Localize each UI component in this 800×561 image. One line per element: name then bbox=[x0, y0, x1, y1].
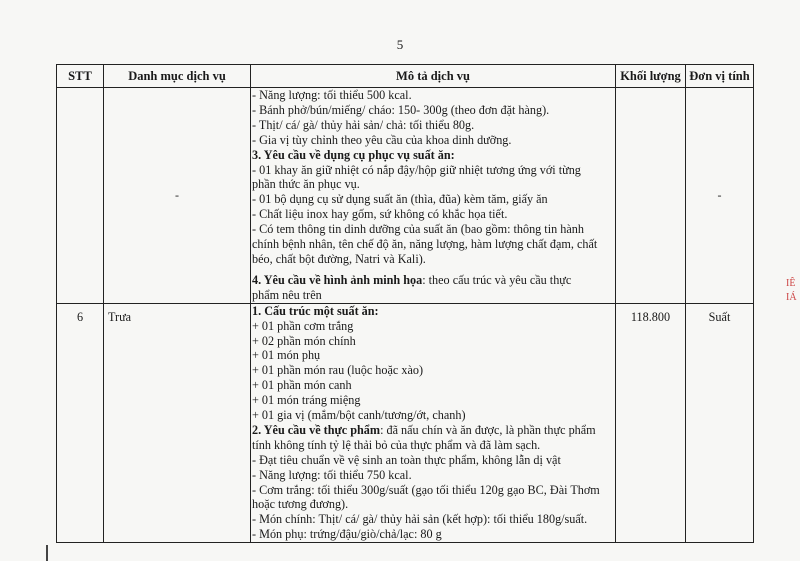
scan-edge-line bbox=[46, 545, 48, 561]
desc-line: - Năng lượng: tối thiểu 500 kcal. bbox=[252, 88, 412, 102]
desc-line: - Món phụ: trứng/đậu/giò/chả/lạc: 80 g bbox=[252, 527, 442, 542]
section-heading: 2. Yêu cầu về thực phẩm bbox=[252, 422, 381, 437]
desc-line: - Chất liệu inox hay gốm, sứ không có khắc họa tiết. bbox=[252, 207, 508, 222]
section-heading: 4. Yêu cầu về hình ảnh minh họa bbox=[252, 272, 423, 287]
row1-quantity bbox=[616, 88, 686, 304]
section-heading: 1. Cấu trúc một suất ăn: bbox=[252, 303, 379, 318]
desc-line: chính bệnh nhân, tên chế độ ăn, năng lượng, hàm lượng chất đạm, chất bbox=[252, 237, 598, 252]
row2-quantity: 118.800 bbox=[616, 303, 686, 543]
section-text: : đã nấu chín và ăn được, là phần thực phẩm bbox=[380, 422, 596, 437]
desc-line: - Có tem thông tin dinh dưỡng của suất ăn (bao gồm: thông tin hành bbox=[252, 222, 584, 237]
row2-stt: 6 bbox=[57, 303, 104, 543]
desc-line: - 01 bộ dụng cụ sử dụng suất ăn (thìa, đũa) kèm tăm, giấy ăn bbox=[252, 192, 548, 207]
row2-category: Trưa bbox=[104, 303, 251, 543]
list-item: + 01 món tráng miệng bbox=[252, 393, 361, 408]
list-item: + 02 phần món chính bbox=[252, 333, 356, 348]
list-item: + 01 gia vị (mắm/bột canh/tương/ớt, chanh) bbox=[252, 408, 466, 423]
service-table bbox=[56, 64, 754, 543]
desc-line: hoặc tương đương). bbox=[252, 497, 349, 512]
desc-line: - Năng lượng: tối thiểu 750 kcal. bbox=[252, 467, 412, 482]
desc-line: - Món chính: Thịt/ cá/ gà/ thủy hải sản (kết hợp): tối thiểu 180g/suất. bbox=[252, 512, 588, 527]
header-category: Danh mục dịch vụ bbox=[104, 65, 251, 88]
header-quantity: Khối lượng bbox=[616, 65, 686, 88]
page-number: 5 bbox=[396, 37, 404, 52]
desc-line: - Gia vị tùy chỉnh theo yêu cầu của khoa dinh dưỡng. bbox=[252, 132, 512, 147]
desc-line: - Bánh phở/bún/miếng/ cháo: 150- 300g (theo đơn đặt hàng). bbox=[252, 102, 550, 117]
row1-stt bbox=[57, 88, 104, 304]
desc-line: - 01 khay ăn giữ nhiệt có nắp đậy/hộp giữ nhiệt tương ứng với từng bbox=[252, 162, 581, 177]
row1-category-mark: - bbox=[175, 187, 179, 202]
desc-line: tính không tính tỷ lệ thải bỏ của thực phẩm và đã làm sạch. bbox=[252, 437, 541, 452]
row1-unit-mark: - bbox=[717, 187, 722, 202]
section-text: : theo cấu trúc và yêu cầu thực bbox=[422, 272, 572, 287]
list-item: + 01 phần món rau (luộc hoặc xào) bbox=[252, 363, 424, 378]
list-item: + 01 món phụ bbox=[252, 348, 321, 363]
margin-mark: IÁ bbox=[786, 292, 797, 303]
row2-unit: Suất bbox=[686, 303, 754, 543]
list-item: + 01 phần cơm trắng bbox=[252, 318, 354, 333]
section4-line bbox=[252, 273, 613, 288]
desc-line: phẩm nêu trên bbox=[252, 287, 322, 302]
row1-category bbox=[104, 88, 251, 304]
table-row bbox=[57, 88, 754, 304]
header-stt: STT bbox=[57, 65, 104, 88]
section2-line bbox=[252, 423, 613, 438]
desc-line: béo, chất bột đường, Natri và Kali). bbox=[252, 251, 426, 266]
row2-description bbox=[251, 303, 616, 543]
row1-unit bbox=[686, 88, 754, 304]
desc-line: - Cơm trắng: tối thiểu 300g/suất (gạo tối thiểu 120g gạo BC, Đài Thơm bbox=[252, 482, 600, 497]
row1-description bbox=[251, 88, 616, 304]
desc-line: - Đạt tiêu chuẩn về vệ sinh an toàn thực phẩm, không lẫn dị vật bbox=[252, 452, 561, 467]
table-row bbox=[57, 303, 754, 543]
table-header-row bbox=[57, 65, 754, 88]
header-description: Mô tả dịch vụ bbox=[251, 65, 616, 88]
list-item: + 01 phần món canh bbox=[252, 378, 352, 393]
margin-mark: IÊ bbox=[786, 278, 796, 289]
desc-line: - Thịt/ cá/ gà/ thủy hải sản/ chả: tối thiểu 80g. bbox=[252, 117, 475, 132]
desc-line: phần thức ăn phục vụ. bbox=[252, 177, 360, 192]
header-unit: Đơn vị tính bbox=[686, 65, 754, 88]
section-heading: 3. Yêu cầu về dụng cụ phục vụ suất ăn: bbox=[252, 147, 455, 162]
